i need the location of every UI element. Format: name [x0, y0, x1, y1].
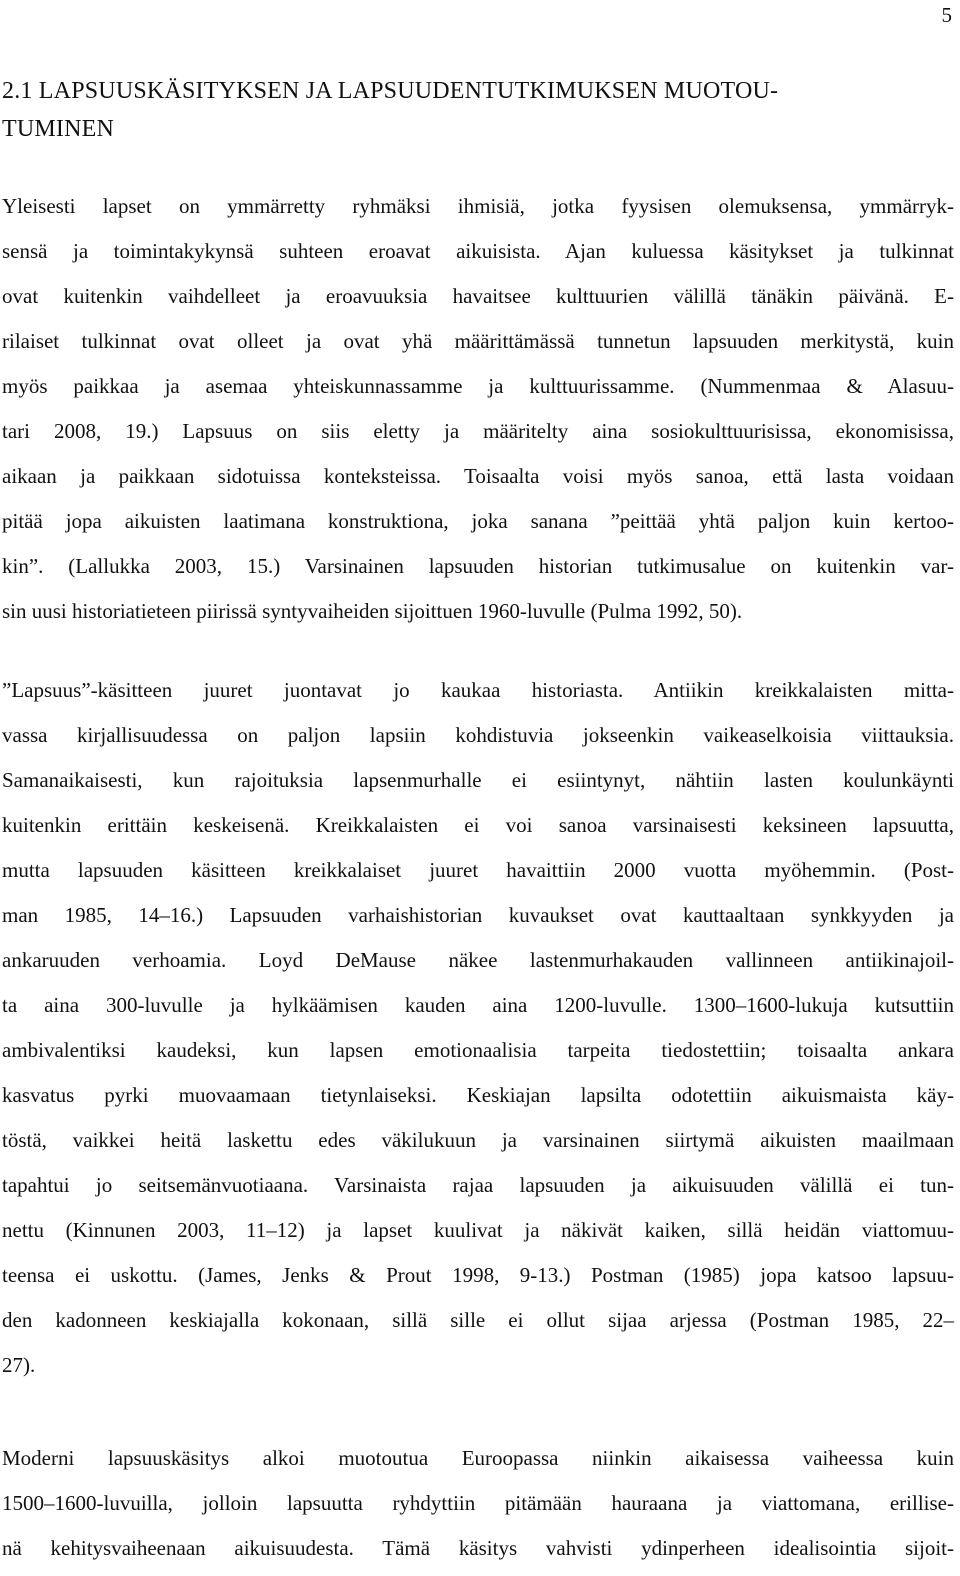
page-number: 5	[941, 3, 952, 27]
text-line: nettu (Kinnunen 2003, 11–12) ja lapset kuulivat ja näkivät kaiken, sillä heidän viattomuu-	[2, 1218, 954, 1242]
text-line: kin”. (Lallukka 2003, 15.) Varsinainen lapsuuden historian tutkimusalue on kuitenkin var-	[2, 554, 954, 578]
text-line: ambivalentiksi kaudeksi, kun lapsen emotionaalisia tarpeita tiedostettiin; toisaalta ankara	[2, 1038, 954, 1062]
text-line: tari 2008, 19.) Lapsuus on siis eletty ja määritelty aina sosiokulttuurisissa, ekonomisissa,	[2, 419, 954, 443]
text-line: kasvatus pyrki muovaamaan tietynlaiseksi. Keskiajan lapsilta odotettiin aikuismaista käy-	[2, 1083, 954, 1107]
text-line: ovat kuitenkin vaihdelleet ja eroavuuksia havaitsee kulttuurien välillä tänäkin päivänä. E-	[2, 284, 954, 308]
text-line: sin uusi historiatieteen piirissä syntyvaiheiden sijoittuen 1960-luvulle (Pulma 1992, 50).	[2, 599, 743, 623]
text-line: aikaan ja paikkaan sidotuissa konteksteissa. Toisaalta voisi myös sanoa, että lasta voidaan	[2, 464, 954, 488]
text-line: töstä, vaikkei heitä laskettu edes väkilukuun ja varsinainen siirtymä aikuisten maailmaan	[2, 1128, 954, 1152]
text-line: mutta lapsuuden käsitteen kreikkalaiset juuret havaittiin 2000 vuotta myöhemmin. (Post-	[2, 858, 954, 882]
text-line: vassa kirjallisuudessa on paljon lapsiin kohdistuvia jokseenkin vaikeaselkoisia viittauksia.	[2, 723, 954, 747]
text-line: ankaruuden verhoamia. Loyd DeMause näkee lastenmurhakauden vallinneen antiikinajoil-	[2, 948, 954, 972]
text-line: Yleisesti lapset on ymmärretty ryhmäksi ihmisiä, jotka fyysisen olemuksensa, ymmärryk-	[2, 194, 954, 218]
text-line: teensa ei uskottu. (James, Jenks & Prout 1998, 9-13.) Postman (1985) jopa katsoo lapsuu-	[2, 1263, 954, 1287]
text-line: sensä ja toimintakykynsä suhteen eroavat aikuisista. Ajan kuluessa käsitykset ja tulkinnat	[2, 239, 954, 263]
text-line: pitää jopa aikuisten laatimana konstruktiona, joka sanana ”peittää yhtä paljon kuin kertoo-	[2, 509, 954, 533]
text-line: ta aina 300-luvulle ja hylkäämisen kauden aina 1200-luvulle. 1300–1600-lukuja kutsuttiin	[2, 993, 954, 1017]
text-line: rilaiset tulkinnat ovat olleet ja ovat yhä määrittämässä tunnetun lapsuuden merkitystä, kuin	[2, 329, 954, 353]
text-line: nä kehitysvaiheenaan aikuisuudesta. Tämä käsitys vahvisti ydinperheen idealisointia sijoit-	[2, 1536, 954, 1560]
text-line: kuitenkin erittäin keskeisenä. Kreikkalaisten ei voi sanoa varsinaisesti keksineen lapsuutta,	[2, 813, 954, 837]
text-line: den kadonneen keskiajalla kokonaan, sillä sille ei ollut sijaa arjessa (Postman 1985, 22–	[2, 1308, 954, 1332]
section-heading	[2, 72, 942, 148]
text-line: ”Lapsuus”-käsitteen juuret juontavat jo kaukaa historiasta. Antiikin kreikkalaisten mitta-	[2, 678, 954, 702]
section-heading-line-1: 2.1 LAPSUUSKÄSITYKSEN JA LAPSUUDENTUTKIMUKSEN MUOTOU-	[2, 78, 779, 104]
text-line: 1500–1600-luvuilla, jolloin lapsuutta ryhdyttiin pitämään hauraana ja viattomana, erillise-	[2, 1491, 954, 1515]
text-line: 27).	[2, 1353, 36, 1377]
text-line: Samanaikaisesti, kun rajoituksia lapsenmurhalle ei esiintynyt, nähtiin lasten koulunkäynti	[2, 768, 954, 792]
text-line: man 1985, 14–16.) Lapsuuden varhaishistorian kuvaukset ovat kauttaaltaan synkkyyden ja	[2, 903, 954, 927]
text-line: tapahtui jo seitsemänvuotiaana. Varsinaista rajaa lapsuuden ja aikuisuuden välillä ei tun-	[2, 1173, 954, 1197]
section-heading-line-2: TUMINEN	[2, 116, 115, 142]
text-line: myös paikkaa ja asemaa yhteiskunnassamme ja kulttuurissamme. (Nummenmaa & Alasuu-	[2, 374, 954, 398]
text-line: Moderni lapsuuskäsitys alkoi muotoutua Euroopassa niinkin aikaisessa vaiheessa kuin	[2, 1446, 954, 1470]
